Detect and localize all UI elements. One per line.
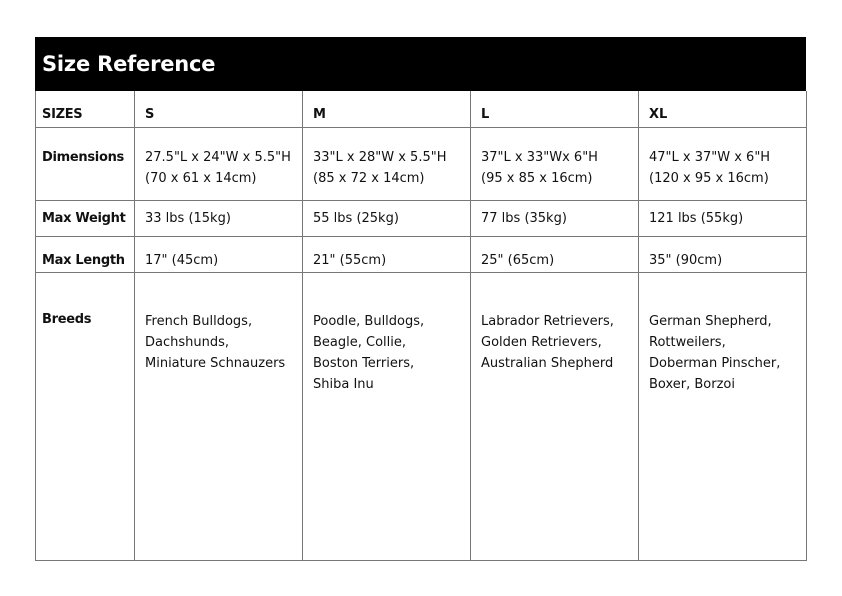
dimensions-cell-xl xyxy=(639,127,807,200)
title-bar xyxy=(35,37,806,91)
breeds-cell-xl xyxy=(639,272,807,560)
breed-line: Poodle, Bulldogs, xyxy=(313,313,425,329)
table-row-breeds xyxy=(36,272,807,560)
row-label-breeds: Breeds xyxy=(36,272,135,560)
dimensions-imperial: 37"L x 33"Wx 6"H xyxy=(481,149,598,165)
breed-line: Labrador Retrievers, xyxy=(481,313,614,329)
dimensions-cell-l xyxy=(471,127,639,200)
breed-line: Boston Terriers, xyxy=(313,355,415,371)
dimensions-imperial: 47"L x 37"W x 6"H xyxy=(649,149,771,165)
breed-line: German Shepherd, xyxy=(649,313,772,329)
size-reference-card xyxy=(35,37,806,561)
breed-line: Doberman Pinscher, xyxy=(649,355,781,371)
max-weight-cell-m: 55 lbs (25kg) xyxy=(303,200,471,236)
column-header-xl: XL xyxy=(639,91,807,127)
breed-line: Australian Shepherd xyxy=(481,355,614,371)
max-length-cell-s: 17" (45cm) xyxy=(135,236,303,272)
breed-line: Shiba Inu xyxy=(313,376,374,392)
table-row-max-weight xyxy=(36,200,807,236)
dimensions-imperial: 33"L x 28"W x 5.5"H xyxy=(313,149,447,165)
dimensions-cell-m xyxy=(303,127,471,200)
max-length-cell-l: 25" (65cm) xyxy=(471,236,639,272)
breed-line: Dachshunds, xyxy=(145,334,230,350)
breeds-cell-m xyxy=(303,272,471,560)
row-label-max-weight: Max Weight xyxy=(36,200,135,236)
dimensions-metric: (70 x 61 x 14cm) xyxy=(145,170,257,186)
dimensions-metric: (95 x 85 x 16cm) xyxy=(481,170,593,186)
breed-line: Rottweilers, xyxy=(649,334,726,350)
max-weight-cell-xl: 121 lbs (55kg) xyxy=(639,200,807,236)
table-row-dimensions xyxy=(36,127,807,200)
column-header-m: M xyxy=(303,91,471,127)
max-length-cell-xl: 35" (90cm) xyxy=(639,236,807,272)
breed-line: French Bulldogs, xyxy=(145,313,253,329)
max-weight-cell-l: 77 lbs (35kg) xyxy=(471,200,639,236)
breed-line: Miniature Schnauzers xyxy=(145,355,286,371)
corner-label: SIZES xyxy=(36,91,135,127)
row-label-max-length: Max Length xyxy=(36,236,135,272)
breed-line: Golden Retrievers, xyxy=(481,334,602,350)
table-row-sizes xyxy=(36,91,807,127)
size-table xyxy=(35,91,807,561)
table-row-max-length xyxy=(36,236,807,272)
breed-line: Beagle, Collie, xyxy=(313,334,407,350)
row-label-dimensions: Dimensions xyxy=(36,127,135,200)
breeds-cell-s xyxy=(135,272,303,560)
breeds-cell-l xyxy=(471,272,639,560)
dimensions-imperial: 27.5"L x 24"W x 5.5"H xyxy=(145,149,291,165)
dimensions-metric: (85 x 72 x 14cm) xyxy=(313,170,425,186)
column-header-s: S xyxy=(135,91,303,127)
max-weight-cell-s: 33 lbs (15kg) xyxy=(135,200,303,236)
dimensions-cell-s xyxy=(135,127,303,200)
page-title: Size Reference xyxy=(42,52,216,76)
breed-line: Boxer, Borzoi xyxy=(649,376,735,392)
column-header-l: L xyxy=(471,91,639,127)
max-length-cell-m: 21" (55cm) xyxy=(303,236,471,272)
dimensions-metric: (120 x 95 x 16cm) xyxy=(649,170,769,186)
